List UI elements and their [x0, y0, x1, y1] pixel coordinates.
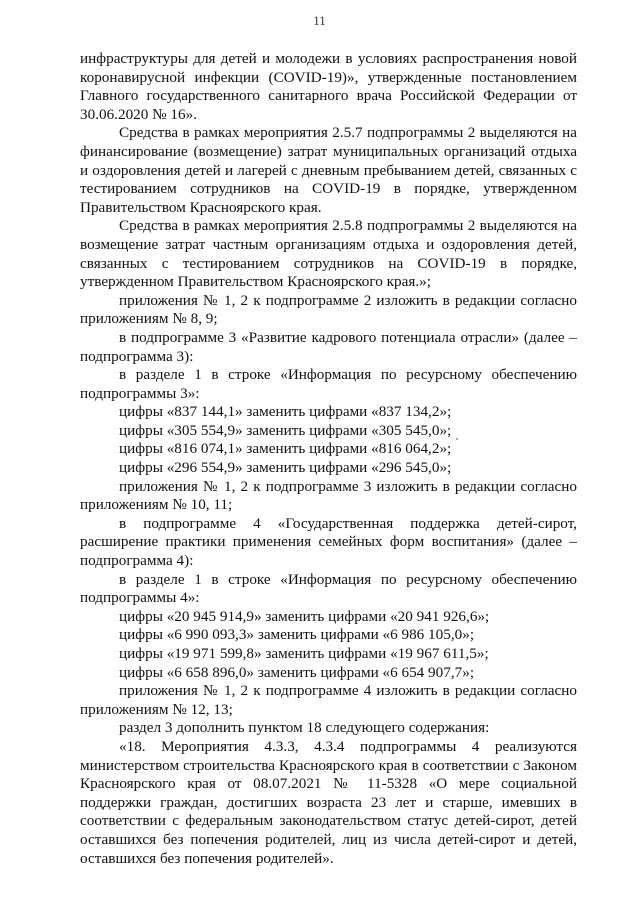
paragraph: в подпрограмме 4 «Государственная поддержка детей-сирот, расширение практики применения семейных форм воспитания» (далее – подпрограмма 4):: [80, 514, 577, 570]
paragraph: цифры «6 658 896,0» заменить цифрами «6 654 907,7»;: [119, 663, 475, 681]
paragraph: цифры «20 945 914,9» заменить цифрами «20 941 926,6»;: [119, 607, 490, 625]
paragraph: цифры «19 971 599,8» заменить цифрами «19 967 611,5»;: [119, 645, 489, 662]
paragraph: в подпрограмме 3 «Развитие кадрового потенциала отрасли» (далее – подпрограмма 3):: [80, 328, 577, 365]
document-body: [80, 50, 577, 868]
paragraph: Средства в рамках мероприятия 2.5.8 подпрограммы 2 выделяются на возмещение затрат частным организациям отдыха и оздоровления детей, связанных с тестированием сотрудников на COVID-19 в порядке, утвержденном Правительством Красноярского края.»;: [80, 217, 577, 291]
paragraph: «18. Мероприятия 4.3.3, 4.3.4 подпрограммы 4 реализуются министерством строительства Красноярского края в соответствии с Законом Красноярского края от 08.07.2021 № 11-5328 «О мере социальной поддержки граждан, достигших возраста 23 лет и старше, имевших в соответствии с федеральным законодательством статус детей-сирот, детей оставшихся без попечения родителей, лиц из числа детей-сирот и детей, оставшихся без попечения родителей».: [80, 737, 577, 867]
paragraph: инфраструктуры для детей и молодежи в условиях распространения новой коронавирусной инфекции (COVID-19)», утвержденные постановлением Главного государственного санитарного врача Российской Федерации от 30.06.2020 № 16».: [80, 50, 577, 123]
paragraph: цифры «837 144,1» заменить цифрами «837 134,2»;: [119, 403, 452, 421]
paragraph: цифры «305 554,9» заменить цифрами «305 545,0»;: [119, 421, 452, 439]
page-number: 11: [313, 13, 326, 28]
paragraph: приложения № 1, 2 к подпрограмме 4 изложить в редакции согласно приложениям № 12, 13;: [80, 682, 577, 718]
paragraph: в разделе 1 в строке «Информация по ресурсному обеспечению подпрограммы 3»:: [80, 366, 577, 402]
paragraph: цифры «6 990 093,3» заменить цифрами «6 986 105,0»;: [119, 626, 475, 644]
paragraph: цифры «816 074,1» заменить цифрами «816 064,2»;: [119, 440, 452, 458]
paragraph: цифры «296 554,9» заменить цифрами «296 545,0»;: [119, 459, 452, 477]
scan-speck: [456, 438, 458, 440]
paragraph: Средства в рамках мероприятия 2.5.7 подпрограммы 2 выделяются на финансирование (возмещение) затрат муниципальных организаций отдыха и оздоровления детей и лагерей с дневным пребыванием детей, связанных с тестированием сотрудников на COVID-19 в порядке, утвержденном Правительством Красноярского края.: [80, 124, 577, 216]
paragraph: раздел 3 дополнить пунктом 18 следующего содержания:: [119, 719, 490, 737]
paragraph: приложения № 1, 2 к подпрограмме 3 изложить в редакции согласно приложениям № 10, 11;: [80, 477, 577, 514]
paragraph: приложения № 1, 2 к подпрограмме 2 изложить в редакции согласно приложениям № 8, 9;: [80, 291, 577, 328]
paragraph: в разделе 1 в строке «Информация по ресурсному обеспечению подпрограммы 4»:: [80, 570, 577, 607]
